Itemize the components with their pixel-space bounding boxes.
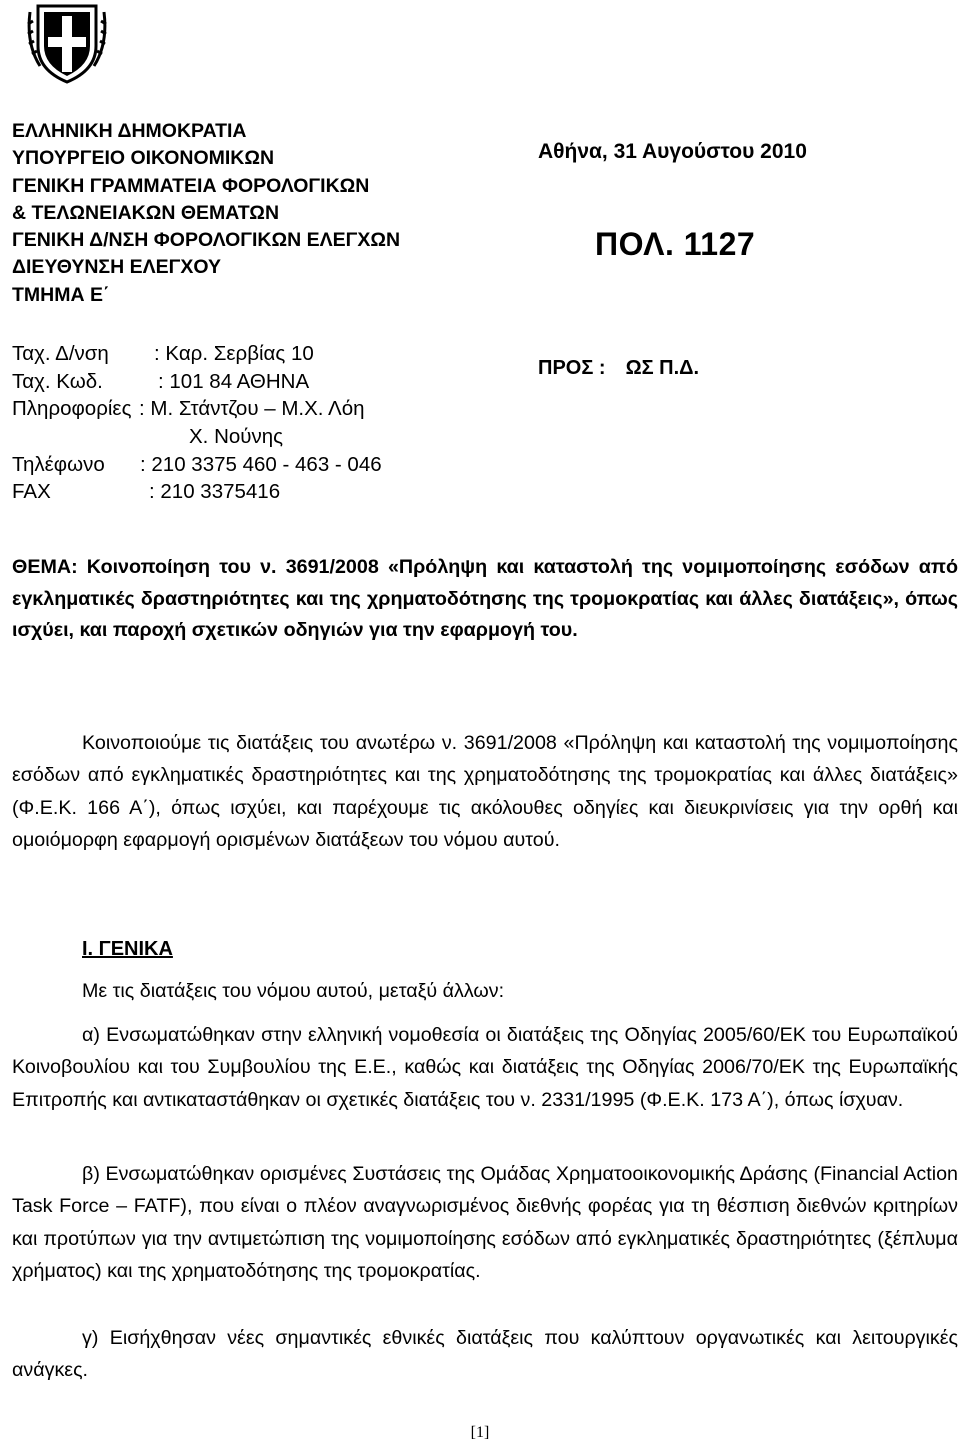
contact-key: Πληροφορίες [12,397,132,421]
authority-line: ΤΜΗΜΑ Ε΄ [12,283,110,306]
document-subject: ΘΕΜΑ: Κοινοποίηση του ν. 3691/2008 «Πρόληψη και καταστολή της νομιμοποίησης εσόδων από εγκληματικές δραστηριότητες και της χρηματοδότησης της τρομοκρατίας και άλλες διατάξεις», όπως ισχύει, και παροχή σχετικών οδηγιών για την εφαρμογή του. [12,556,958,641]
intro-paragraph: Κοινοποιούμε τις διατάξεις του ανωτέρω ν. 3691/2008 «Πρόληψη και καταστολή της νομιμοποίησης εσόδων από εγκληματικές δραστηριότητες και της χρηματοδότησης της τρομοκρατίας και άλλες διατάξεις» (Φ.Ε.Κ. 166 Α΄), όπως ισχύει, και παρέχουμε τις ακόλουθες οδηγίες και διευκρινίσεις για την ορθή και ομοιόμορφη εφαρμογή ορισμένων διατάξεων του νόμου αυτού. [12,732,958,851]
contact-value: : 101 84 ΑΘΗΝΑ [158,369,310,393]
authority-line: ΓΕΝΙΚΗ ΓΡΑΜΜΑΤΕΙΑ ΦΟΡΟΛΟΓΙΚΩΝ [12,174,370,197]
contact-value: Χ. Νούνης [189,425,284,449]
recipient-line [538,357,699,380]
contact-key: Τηλέφωνο [12,452,105,476]
authority-line: ΔΙΕΥΘΥΝΣΗ ΕΛΕΓΧΟΥ [12,256,221,279]
authority-line: ΥΠΟΥΡΓΕΙΟ ΟΙΚΟΝΟΜΙΚΩΝ [12,147,275,170]
document-reference-number: ΠΟΛ. 1127 [595,226,756,262]
authority-line: ΓΕΝΙΚΗ Δ/ΝΣΗ ΦΟΡΟΛΟΓΙΚΩΝ ΕΛΕΓΧΩΝ [12,229,401,252]
authority-line: ΕΛΛΗΝΙΚΗ ΔΗΜΟΚΡΑΤΙΑ [12,120,247,142]
recipient-value: ΩΣ Π.Δ. [625,357,700,379]
document-date: Αθήνα, 31 Αυγούστου 2010 [538,140,807,163]
contact-value: : Μ. Στάντζου – Μ.Χ. Λόη [139,397,365,421]
section-lead-sentence: Με τις διατάξεις του νόμου αυτού, μεταξύ άλλων: [82,980,505,1002]
section-heading: Ι. ΓΕΝΙΚΑ [82,938,173,960]
item-a-paragraph: α) Ενσωματώθηκαν στην ελληνική νομοθεσία οι διατάξεις της Οδηγίας 2005/60/ΕΚ του Ευρωπαϊκού Κοινοβουλίου και του Συμβουλίου της Ε.Ε., καθώς και διατάξεις της Οδηγίας 2006/70/ΕΚ της Ευρωπαϊκής Επιτροπής και αντικαταστάθηκαν οι σχετικές διατάξεις του ν. 2331/1995 (Φ.Ε.Κ. 173 Α΄), όπως ίσχυαν. [12,1024,958,1111]
contact-key: FAX [12,480,51,504]
authority-line: & ΤΕΛΩΝΕΙΑΚΩΝ ΘΕΜΑΤΩΝ [12,201,280,224]
recipient-label: ΠΡΟΣ : [538,357,606,379]
page-number: [1] [470,1424,490,1441]
greek-coat-of-arms-emblem [26,4,108,84]
contact-value: : Καρ. Σερβίας 10 [154,342,314,365]
contact-value: : 210 3375 460 - 463 - 046 [140,452,382,476]
issuing-authority-block [12,118,492,309]
contact-value: : 210 3375416 [149,480,281,504]
contact-key: Ταχ. Δ/νση [12,342,109,365]
item-b-paragraph: β) Ενσωματώθηκαν ορισμένες Συστάσεις της Ομάδας Χρηματοοικονομικής Δράσης (Financial Action Task Force – FATF), που είναι ο πλέον αναγνωρισμένος διεθνής φορέας για τη θέσπιση διεθνών κριτηρίων και προτύπων για την αντιμετώπιση της νομιμοποίησης εσόδων από εγκληματικές δραστηριότητες (ξέπλυμα χρήματος) και της χρηματοδότησης της τρομοκρατίας. [12,1163,958,1282]
item-c-paragraph: γ) Εισήχθησαν νέες σημαντικές εθνικές διατάξεις που καλύπτουν οργανωτικές και λειτουργικές ανάγκες. [12,1327,958,1382]
contact-key: Ταχ. Κωδ. [12,369,103,393]
